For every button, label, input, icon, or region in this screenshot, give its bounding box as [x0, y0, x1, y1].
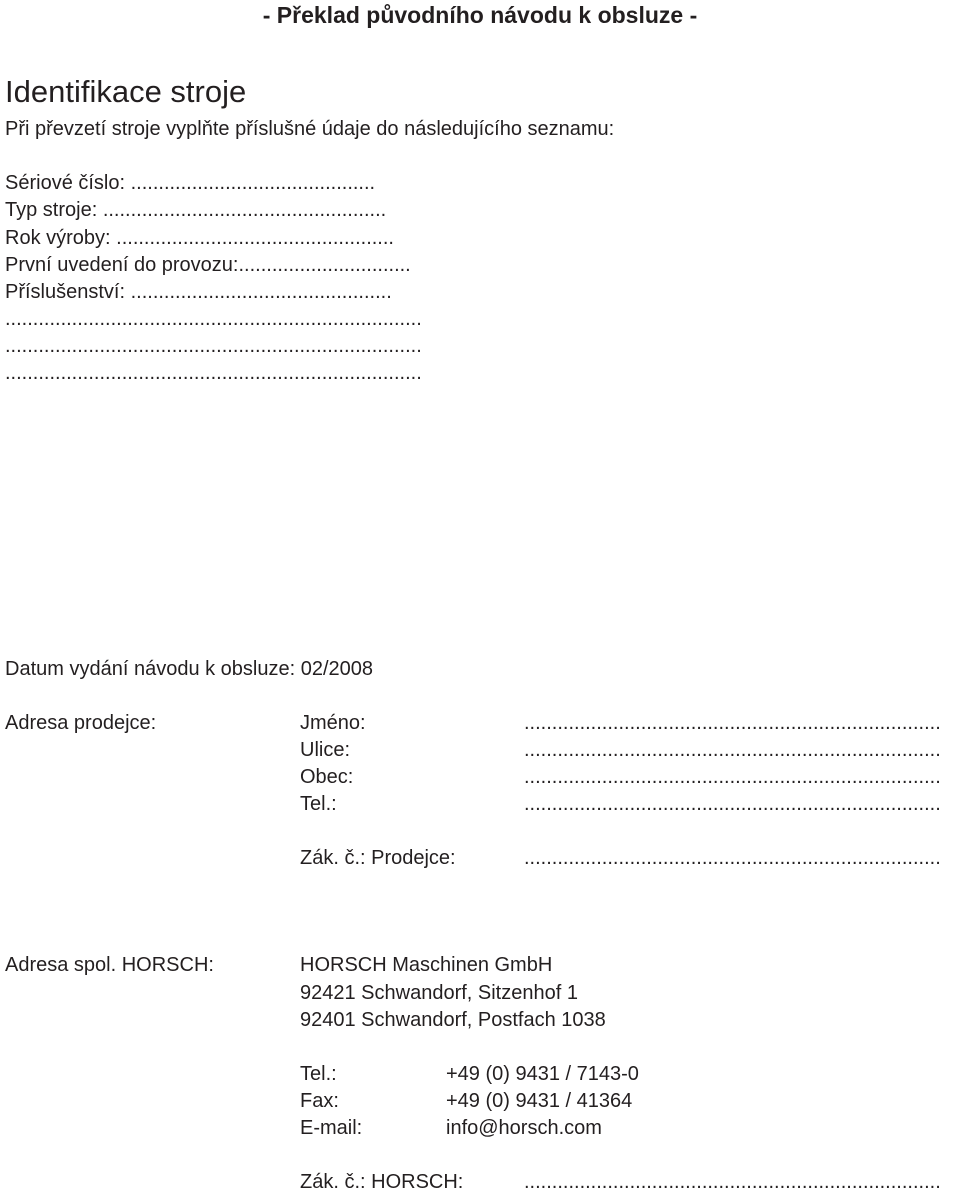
horsch-address-label: Adresa spol. HORSCH:: [5, 954, 214, 976]
accessories-line[interactable]: ...........................................................................: [5, 335, 422, 357]
horsch-company: HORSCH Maschinen GmbH: [300, 954, 553, 976]
intro-text: Při převzetí stroje vyplňte příslušné údaje do následujícího seznamu:: [5, 118, 615, 140]
dealer-phone-label: Tel.:: [300, 793, 337, 815]
dealer-phone-field[interactable]: ...........................................................................: [524, 793, 941, 815]
horsch-fax: +49 (0) 9431 / 41364: [446, 1090, 633, 1112]
horsch-email-link[interactable]: info@horsch.com: [446, 1117, 602, 1139]
dealer-street-field[interactable]: ...........................................................................: [524, 739, 941, 761]
dealer-street-label: Ulice:: [300, 739, 351, 761]
dealer-city-label: Obec:: [300, 766, 354, 788]
accessories-field[interactable]: Příslušenství: ...............................................: [5, 281, 392, 303]
horsch-fax-label: Fax:: [300, 1090, 339, 1112]
dealer-address-label: Adresa prodejce:: [5, 712, 157, 734]
horsch-phone-label: Tel.:: [300, 1063, 337, 1085]
serial-number-field[interactable]: Sériové číslo: ............................................: [5, 172, 376, 194]
dealer-city-field[interactable]: ...........................................................................: [524, 766, 941, 788]
document-header: - Překlad původního návodu k obsluze -: [262, 2, 698, 28]
horsch-address-line-1: 92421 Schwandorf, Sitzenhof 1: [300, 982, 578, 1004]
machine-type-field[interactable]: Typ stroje: ...................................................: [5, 199, 387, 221]
accessories-line[interactable]: ...........................................................................: [5, 362, 422, 384]
horsch-customer-no-label: Zák. č.: HORSCH:: [300, 1171, 464, 1193]
horsch-email-label: E-mail:: [300, 1117, 363, 1139]
horsch-customer-no-field[interactable]: ...........................................................................: [524, 1171, 941, 1193]
accessories-line[interactable]: ...........................................................................: [5, 308, 422, 330]
year-field[interactable]: Rok výroby: ..................................................: [5, 227, 394, 249]
horsch-phone: +49 (0) 9431 / 7143-0: [446, 1063, 639, 1085]
manual-date: Datum vydání návodu k obsluze: 02/2008: [5, 658, 374, 680]
dealer-name-label: Jméno:: [300, 712, 366, 734]
dealer-customer-no-label: Zák. č.: Prodejce:: [300, 847, 456, 869]
page-title: Identifikace stroje: [5, 74, 247, 109]
dealer-name-field[interactable]: ...........................................................................: [524, 712, 941, 734]
horsch-address-line-2: 92401 Schwandorf, Postfach 1038: [300, 1009, 606, 1031]
first-use-field[interactable]: První uvedení do provozu:...............................: [5, 254, 411, 276]
dealer-customer-no-field[interactable]: ...........................................................................: [524, 847, 941, 869]
